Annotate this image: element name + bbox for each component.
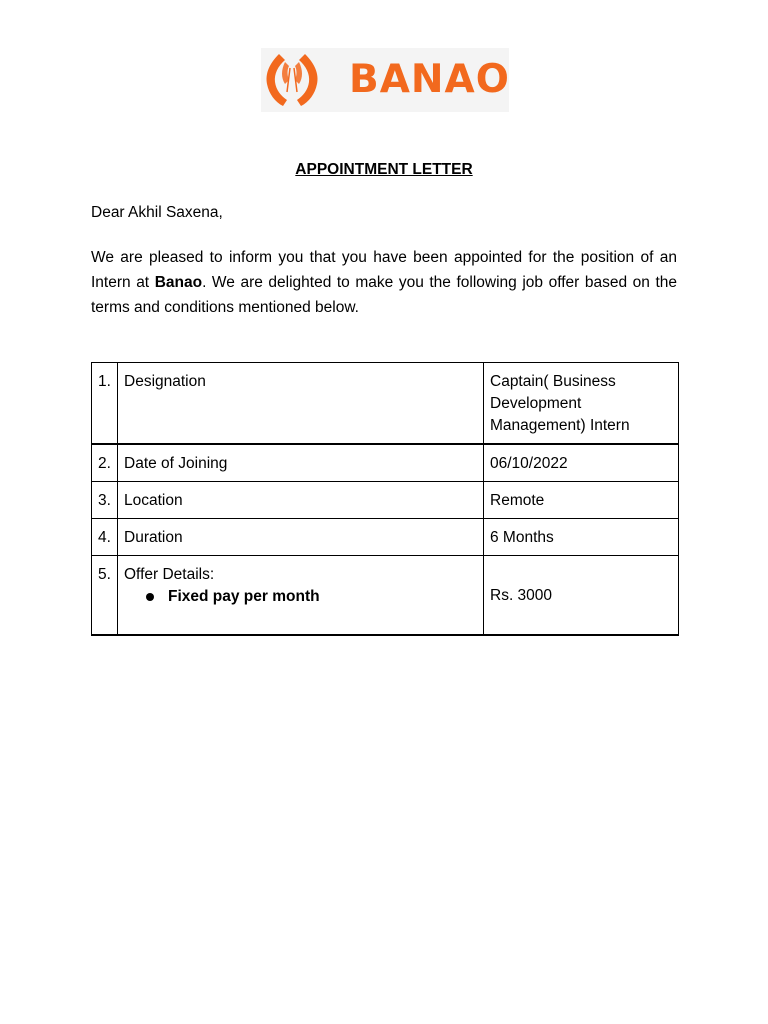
intro-text-start: We are pleased to inform you that you have been appointed for the position of an Intern at xyxy=(91,249,677,291)
intro-paragraph xyxy=(91,245,677,320)
row-value: Captain( Business Development Management) Intern xyxy=(484,363,679,445)
offer-list-item xyxy=(146,586,477,608)
table-row xyxy=(92,363,679,445)
row-label-cell xyxy=(118,556,484,635)
letter-title: APPOINTMENT LETTER xyxy=(295,161,473,178)
salutation: Dear Akhil Saxena, xyxy=(91,204,223,221)
row-number: 3. xyxy=(92,482,118,519)
row-label: Duration xyxy=(118,519,484,556)
row-number: 5. xyxy=(92,556,118,635)
intro-text-end: . We are delighted to make you the following job offer based on the terms and conditions mentioned below. xyxy=(91,274,677,316)
table-row xyxy=(92,519,679,556)
banao-hands-icon xyxy=(261,48,331,112)
offer-item-label: Fixed pay per month xyxy=(168,588,320,605)
row-value: 6 Months xyxy=(484,519,679,556)
row-label: Location xyxy=(118,482,484,519)
row-value: Rs. 3000 xyxy=(484,556,679,635)
row-number: 4. xyxy=(92,519,118,556)
company-name: Banao xyxy=(154,274,203,291)
logo-wordmark: BANAO xyxy=(349,57,510,102)
banao-logo xyxy=(261,48,509,112)
row-label: Designation xyxy=(118,363,484,445)
terms-table xyxy=(91,362,679,636)
row-value: 06/10/2022 xyxy=(484,444,679,482)
row-value: Remote xyxy=(484,482,679,519)
row-label: Date of Joining xyxy=(118,444,484,482)
bullet-icon xyxy=(146,593,154,601)
table-row xyxy=(92,556,679,635)
table-row xyxy=(92,444,679,482)
row-number: 1. xyxy=(92,363,118,445)
row-label: Offer Details: xyxy=(124,566,215,583)
row-number: 2. xyxy=(92,444,118,482)
table-row xyxy=(92,482,679,519)
